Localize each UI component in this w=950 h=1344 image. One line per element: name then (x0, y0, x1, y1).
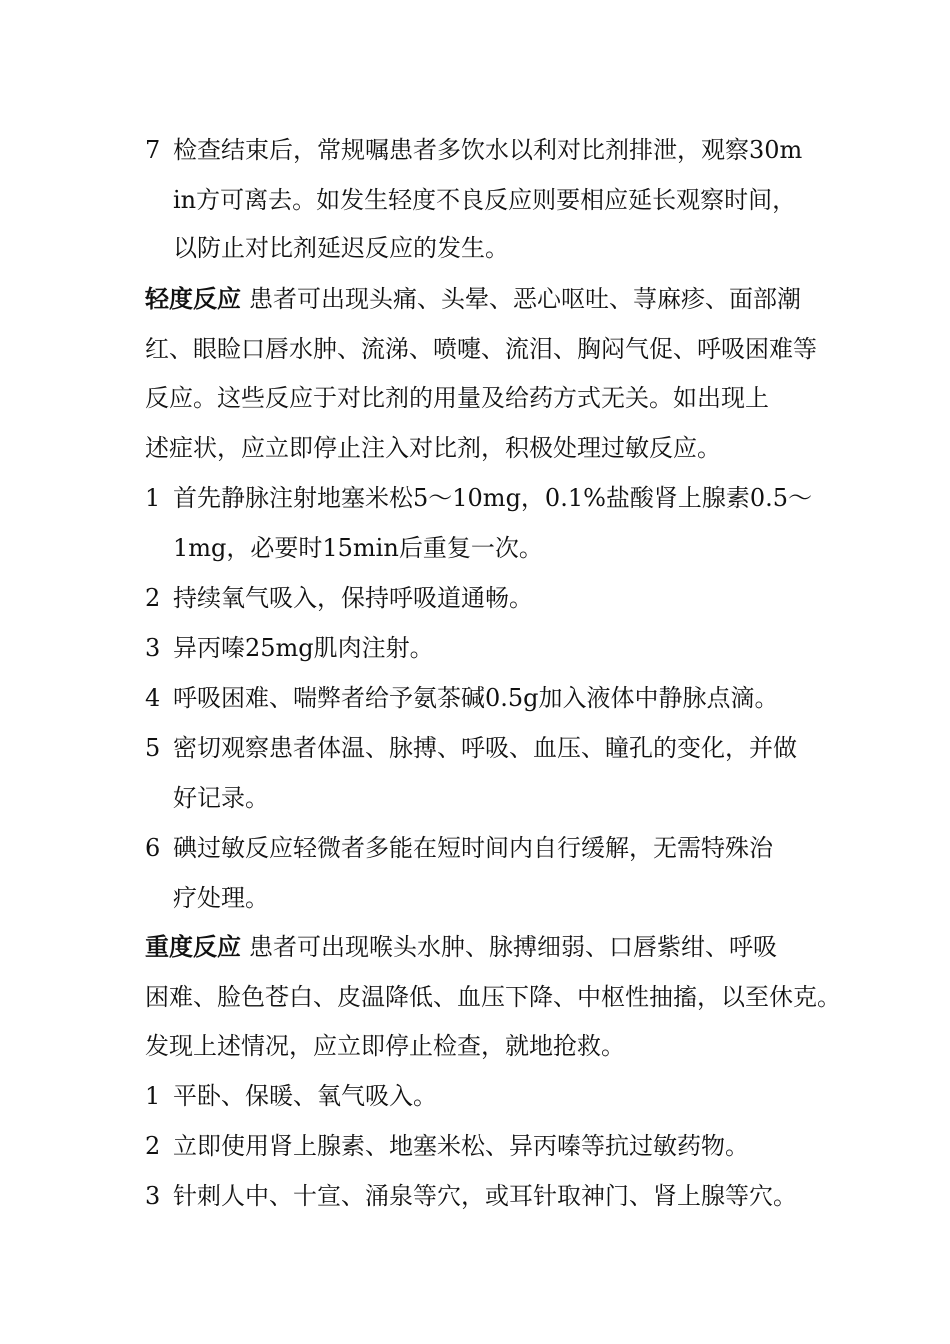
item-text: 平卧、保暖、氧气吸入。 (173, 1082, 437, 1110)
mild-text: 患者可出现头痛、头晕、恶心呕吐、荨麻疹、面部潮 (249, 285, 801, 313)
mild-paragraph-line-1 (145, 284, 801, 314)
item-7-line-1 (145, 135, 802, 165)
mild-item-1-line-1 (145, 483, 812, 513)
mild-item-1-line-2: 1mg，必要时15min后重复一次。 (173, 534, 543, 562)
item-number: 1 (145, 484, 161, 512)
mild-item-5-line-2: 好记录。 (173, 784, 269, 812)
item-text: 持续氧气吸入，保持呼吸道通畅。 (173, 584, 533, 612)
mild-item-5-line-1 (145, 733, 797, 763)
mild-paragraph-line-4: 述症状，应立即停止注入对比剂，积极处理过敏反应。 (145, 434, 721, 462)
item-text: 异丙嗪25mg肌肉注射。 (173, 634, 434, 662)
severe-text: 患者可出现喉头水肿、脉搏细弱、口唇紫绀、呼吸 (249, 933, 777, 961)
item-text: 检查结束后，常规嘱患者多饮水以利对比剂排泄，观察30m (173, 136, 803, 164)
item-number: 4 (145, 684, 161, 712)
item-text: 针刺人中、十宣、涌泉等穴，或耳针取神门、肾上腺等穴。 (173, 1182, 797, 1210)
item-number: 3 (145, 1182, 161, 1210)
mild-item-6-line-1 (145, 833, 773, 863)
item-text: 碘过敏反应轻微者多能在短时间内自行缓解，无需特殊治 (173, 834, 773, 862)
severe-item-3 (145, 1181, 797, 1211)
item-number: 3 (145, 634, 161, 662)
item-number: 1 (145, 1082, 161, 1110)
mild-item-6-line-2: 疗处理。 (173, 884, 269, 912)
severe-paragraph-line-3: 发现上述情况，应立即停止检查，就地抢救。 (145, 1032, 625, 1060)
item-number: 7 (145, 136, 161, 164)
item-7-line-2: in方可离去。如发生轻度不良反应则要相应延长观察时间， (173, 186, 797, 214)
mild-paragraph-line-3: 反应。这些反应于对比剂的用量及给药方式无关。如出现上 (145, 384, 769, 412)
mild-item-4 (145, 683, 779, 713)
item-text: 立即使用肾上腺素、地塞米松、异丙嗪等抗过敏药物。 (173, 1132, 749, 1160)
mild-item-2 (145, 583, 533, 613)
item-7-line-3: 以防止对比剂延迟反应的发生。 (173, 234, 509, 262)
item-number: 2 (145, 1132, 161, 1160)
mild-heading: 轻度反应 (145, 285, 241, 313)
item-number: 5 (145, 734, 161, 762)
mild-paragraph-line-2: 红、眼睑口唇水肿、流涕、喷嚏、流泪、胸闷气促、呼吸困难等 (145, 335, 817, 363)
item-text: 呼吸困难、喘弊者给予氨茶碱0.5g加入液体中静脉点滴。 (173, 684, 779, 712)
severe-paragraph-line-1 (145, 932, 777, 962)
item-number: 2 (145, 584, 161, 612)
severe-item-2 (145, 1131, 749, 1161)
item-text: 密切观察患者体温、脉搏、呼吸、血压、瞳孔的变化，并做 (173, 734, 797, 762)
severe-item-1 (145, 1081, 437, 1111)
item-text: 首先静脉注射地塞米松5～10mg，0.1%盐酸肾上腺素0.5～ (173, 484, 813, 512)
severe-paragraph-line-2: 困难、脸色苍白、皮温降低、血压下降、中枢性抽搐，以至休克。 (145, 983, 841, 1011)
item-number: 6 (145, 834, 161, 862)
mild-item-3 (145, 633, 434, 663)
severe-heading: 重度反应 (145, 933, 241, 961)
